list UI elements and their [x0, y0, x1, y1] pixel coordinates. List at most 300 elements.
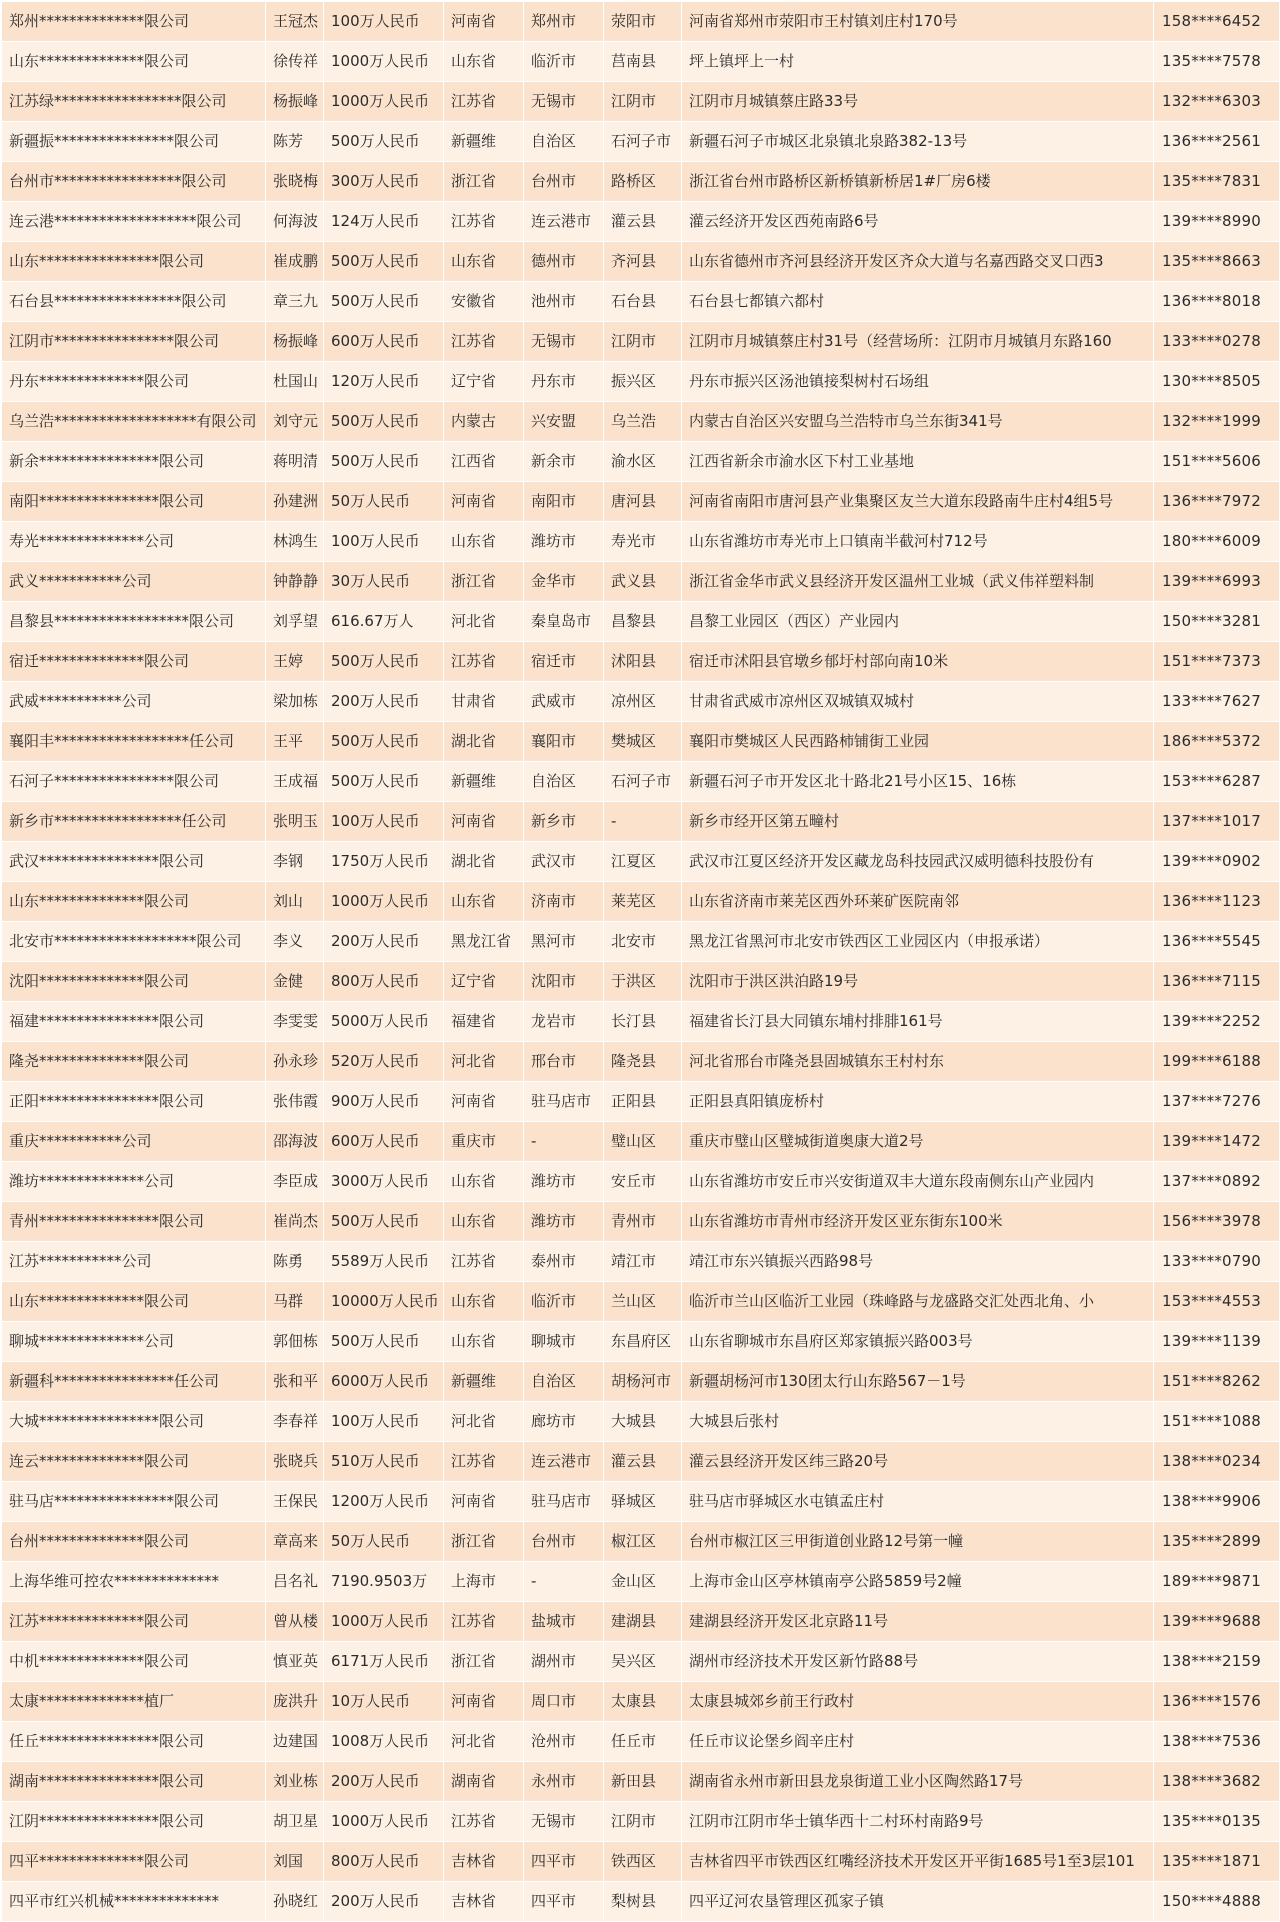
city-cell: 连云港市 [524, 202, 604, 242]
phone-cell: 189****9871 [1154, 1562, 1280, 1602]
registered-capital-cell: 1200万人民币 [324, 1482, 444, 1522]
address-cell: 内蒙古自治区兴安盟乌兰浩特市乌兰东街341号 [682, 402, 1154, 442]
company-name-cell: 宿迁**************限公司 [2, 642, 266, 682]
phone-cell: 135****7578 [1154, 42, 1280, 82]
district-cell: 寿光市 [604, 522, 682, 562]
registered-capital-cell: 7190.9503万 [324, 1562, 444, 1602]
company-name-cell: 南阳****************限公司 [2, 482, 266, 522]
registered-capital-cell: 900万人民币 [324, 1082, 444, 1122]
company-name-cell: 台州**************限公司 [2, 1522, 266, 1562]
address-cell: 湖南省永州市新田县龙泉街道工业小区陶然路17号 [682, 1762, 1154, 1802]
legal-person-cell: 张晓梅 [266, 162, 324, 202]
province-cell: 河北省 [444, 1722, 524, 1762]
district-cell: 灌云县 [604, 202, 682, 242]
table-row [2, 1762, 1280, 1802]
district-cell: 江阴市 [604, 82, 682, 122]
address-cell: 上海市金山区亭林镇南亭公路5859号2幢 [682, 1562, 1154, 1602]
city-cell: 无锡市 [524, 82, 604, 122]
district-cell: 樊城区 [604, 722, 682, 762]
address-cell: 山东省德州市齐河县经济开发区齐众大道与名嘉西路交叉口西3 [682, 242, 1154, 282]
registered-capital-cell: 600万人民币 [324, 1122, 444, 1162]
district-cell: - [604, 802, 682, 842]
company-name-cell: 四平市红兴机械************** [2, 1882, 266, 1922]
table-row [2, 962, 1280, 1002]
district-cell: 胡杨河市 [604, 1362, 682, 1402]
phone-cell: 139****6993 [1154, 562, 1280, 602]
city-cell: 连云港市 [524, 1442, 604, 1482]
company-name-cell: 郑州**************限公司 [2, 2, 266, 42]
address-cell: 灌云县经济开发区纬三路20号 [682, 1442, 1154, 1482]
table-row [2, 1842, 1280, 1882]
district-cell: 江夏区 [604, 842, 682, 882]
legal-person-cell: 王冠杰 [266, 2, 324, 42]
table-row [2, 42, 1280, 82]
address-cell: 昌黎工业园区（西区）产业园内 [682, 602, 1154, 642]
registered-capital-cell: 1000万人民币 [324, 82, 444, 122]
legal-person-cell: 崔成鹏 [266, 242, 324, 282]
table-row [2, 562, 1280, 602]
table-row [2, 482, 1280, 522]
district-cell: 靖江市 [604, 1242, 682, 1282]
table-row [2, 122, 1280, 162]
district-cell: 梨树县 [604, 1882, 682, 1922]
table-row [2, 1402, 1280, 1442]
table-row [2, 1642, 1280, 1682]
district-cell: 沭阳县 [604, 642, 682, 682]
phone-cell: 139****8990 [1154, 202, 1280, 242]
city-cell: 新乡市 [524, 802, 604, 842]
table-row [2, 842, 1280, 882]
phone-cell: 136****7972 [1154, 482, 1280, 522]
legal-person-cell: 马群 [266, 1282, 324, 1322]
phone-cell: 158****6452 [1154, 2, 1280, 42]
company-name-cell: 上海华维可控农************** [2, 1562, 266, 1602]
address-cell: 任丘市议论堡乡阎辛庄村 [682, 1722, 1154, 1762]
legal-person-cell: 邵海波 [266, 1122, 324, 1162]
address-cell: 山东省潍坊市寿光市上口镇南半截河村712号 [682, 522, 1154, 562]
company-name-cell: 青州****************限公司 [2, 1202, 266, 1242]
legal-person-cell: 章高来 [266, 1522, 324, 1562]
phone-cell: 139****0902 [1154, 842, 1280, 882]
province-cell: 辽宁省 [444, 962, 524, 1002]
phone-cell: 153****4553 [1154, 1282, 1280, 1322]
company-name-cell: 丹东**************限公司 [2, 362, 266, 402]
company-name-cell: 武汉****************限公司 [2, 842, 266, 882]
address-cell: 吉林省四平市铁西区红嘴经济技术开发区开平街1685号1至3层101 [682, 1842, 1154, 1882]
district-cell: 莱芜区 [604, 882, 682, 922]
company-name-cell: 新疆科****************任公司 [2, 1362, 266, 1402]
district-cell: 凉州区 [604, 682, 682, 722]
district-cell: 石河子市 [604, 762, 682, 802]
company-name-cell: 石台县*****************限公司 [2, 282, 266, 322]
registered-capital-cell: 1000万人民币 [324, 882, 444, 922]
phone-cell: 135****1871 [1154, 1842, 1280, 1882]
district-cell: 唐河县 [604, 482, 682, 522]
address-cell: 太康县城郊乡前王行政村 [682, 1682, 1154, 1722]
legal-person-cell: 李臣成 [266, 1162, 324, 1202]
registered-capital-cell: 1750万人民币 [324, 842, 444, 882]
legal-person-cell: 章三九 [266, 282, 324, 322]
table-row [2, 1682, 1280, 1722]
company-name-cell: 聊城**************公司 [2, 1322, 266, 1362]
company-name-cell: 江阴****************限公司 [2, 1802, 266, 1842]
registered-capital-cell: 30万人民币 [324, 562, 444, 602]
registered-capital-cell: 500万人民币 [324, 1202, 444, 1242]
phone-cell: 133****0278 [1154, 322, 1280, 362]
city-cell: 台州市 [524, 1522, 604, 1562]
city-cell: 潍坊市 [524, 1162, 604, 1202]
district-cell: 兰山区 [604, 1282, 682, 1322]
address-cell: 靖江市东兴镇振兴西路98号 [682, 1242, 1154, 1282]
province-cell: 江苏省 [444, 202, 524, 242]
province-cell: 江苏省 [444, 82, 524, 122]
table-row [2, 1162, 1280, 1202]
company-name-cell: 武威***********公司 [2, 682, 266, 722]
phone-cell: 151****7373 [1154, 642, 1280, 682]
district-cell: 金山区 [604, 1562, 682, 1602]
address-cell: 台州市椒江区三甲街道创业路12号第一幢 [682, 1522, 1154, 1562]
province-cell: 山东省 [444, 1322, 524, 1362]
table-row [2, 602, 1280, 642]
city-cell: 武汉市 [524, 842, 604, 882]
registered-capital-cell: 200万人民币 [324, 922, 444, 962]
district-cell: 新田县 [604, 1762, 682, 1802]
address-cell: 山东省聊城市东昌府区郑家镇振兴路003号 [682, 1322, 1154, 1362]
company-name-cell: 重庆***********公司 [2, 1122, 266, 1162]
phone-cell: 138****9906 [1154, 1482, 1280, 1522]
legal-person-cell: 孙晓红 [266, 1882, 324, 1922]
province-cell: 江苏省 [444, 1802, 524, 1842]
address-cell: 江西省新余市渝水区下村工业基地 [682, 442, 1154, 482]
legal-person-cell: 张晓兵 [266, 1442, 324, 1482]
province-cell: 山东省 [444, 882, 524, 922]
company-name-cell: 隆尧**************限公司 [2, 1042, 266, 1082]
phone-cell: 132****1999 [1154, 402, 1280, 442]
registered-capital-cell: 500万人民币 [324, 722, 444, 762]
table-row [2, 362, 1280, 402]
registered-capital-cell: 50万人民币 [324, 482, 444, 522]
registered-capital-cell: 100万人民币 [324, 1402, 444, 1442]
company-name-cell: 石河子****************限公司 [2, 762, 266, 802]
table-row [2, 1202, 1280, 1242]
city-cell: 四平市 [524, 1842, 604, 1882]
phone-cell: 138****0234 [1154, 1442, 1280, 1482]
company-name-cell: 驻马店****************限公司 [2, 1482, 266, 1522]
province-cell: 河南省 [444, 1682, 524, 1722]
address-cell: 新疆胡杨河市130团太行山东路567－1号 [682, 1362, 1154, 1402]
address-cell: 襄阳市樊城区人民西路柿铺街工业园 [682, 722, 1154, 762]
district-cell: 大城县 [604, 1402, 682, 1442]
company-name-cell: 襄阳丰******************任公司 [2, 722, 266, 762]
registered-capital-cell: 200万人民币 [324, 1762, 444, 1802]
province-cell: 江西省 [444, 442, 524, 482]
city-cell: 南阳市 [524, 482, 604, 522]
city-cell: 驻马店市 [524, 1482, 604, 1522]
address-cell: 武汉市江夏区经济开发区藏龙岛科技园武汉威明德科技股份有 [682, 842, 1154, 882]
registered-capital-cell: 300万人民币 [324, 162, 444, 202]
address-cell: 正阳县真阳镇庞桥村 [682, 1082, 1154, 1122]
district-cell: 武义县 [604, 562, 682, 602]
company-name-cell: 江苏绿*****************限公司 [2, 82, 266, 122]
province-cell: 新疆维 [444, 1362, 524, 1402]
table-row [2, 922, 1280, 962]
city-cell: - [524, 1122, 604, 1162]
district-cell: 正阳县 [604, 1082, 682, 1122]
registered-capital-cell: 500万人民币 [324, 242, 444, 282]
address-cell: 江阴市月城镇蔡庄路33号 [682, 82, 1154, 122]
district-cell: 江阴市 [604, 322, 682, 362]
city-cell: 郑州市 [524, 2, 604, 42]
district-cell: 驿城区 [604, 1482, 682, 1522]
company-name-cell: 乌兰浩*******************有限公司 [2, 402, 266, 442]
legal-person-cell: 陈勇 [266, 1242, 324, 1282]
phone-cell: 136****2561 [1154, 122, 1280, 162]
phone-cell: 139****9688 [1154, 1602, 1280, 1642]
address-cell: 湖州市经济技术开发区新竹路88号 [682, 1642, 1154, 1682]
legal-person-cell: 慎亚英 [266, 1642, 324, 1682]
legal-person-cell: 郭佃栋 [266, 1322, 324, 1362]
address-cell: 四平辽河农垦管理区孤家子镇 [682, 1882, 1154, 1922]
company-name-cell: 湖南****************限公司 [2, 1762, 266, 1802]
province-cell: 江苏省 [444, 642, 524, 682]
registered-capital-cell: 200万人民币 [324, 682, 444, 722]
province-cell: 河南省 [444, 1482, 524, 1522]
province-cell: 浙江省 [444, 162, 524, 202]
legal-person-cell: 杨振峰 [266, 322, 324, 362]
registered-capital-cell: 6000万人民币 [324, 1362, 444, 1402]
address-cell: 江阴市江阴市华士镇华西十二村环村南路9号 [682, 1802, 1154, 1842]
city-cell: 宿迁市 [524, 642, 604, 682]
district-cell: 椒江区 [604, 1522, 682, 1562]
city-cell: 邢台市 [524, 1042, 604, 1082]
province-cell: 江苏省 [444, 1442, 524, 1482]
province-cell: 辽宁省 [444, 362, 524, 402]
province-cell: 甘肃省 [444, 682, 524, 722]
company-name-cell: 武义***********公司 [2, 562, 266, 602]
company-name-cell: 江苏***********公司 [2, 1242, 266, 1282]
province-cell: 浙江省 [444, 1642, 524, 1682]
registered-capital-cell: 520万人民币 [324, 1042, 444, 1082]
city-cell: 湖州市 [524, 1642, 604, 1682]
city-cell: 临沂市 [524, 42, 604, 82]
province-cell: 山东省 [444, 242, 524, 282]
address-cell: 新疆石河子市城区北泉镇北泉路382-13号 [682, 122, 1154, 162]
phone-cell: 139****1139 [1154, 1322, 1280, 1362]
city-cell: 沈阳市 [524, 962, 604, 1002]
city-cell: 廊坊市 [524, 1402, 604, 1442]
table-row [2, 682, 1280, 722]
table-row [2, 1282, 1280, 1322]
registered-capital-cell: 124万人民币 [324, 202, 444, 242]
legal-person-cell: 边建国 [266, 1722, 324, 1762]
registered-capital-cell: 500万人民币 [324, 1322, 444, 1362]
district-cell: 长汀县 [604, 1002, 682, 1042]
city-cell: 襄阳市 [524, 722, 604, 762]
city-cell: 沧州市 [524, 1722, 604, 1762]
address-cell: 福建省长汀县大同镇东埔村排腓161号 [682, 1002, 1154, 1042]
province-cell: 山东省 [444, 1202, 524, 1242]
company-name-cell: 寿光**************公司 [2, 522, 266, 562]
city-cell: 台州市 [524, 162, 604, 202]
district-cell: 渝水区 [604, 442, 682, 482]
city-cell: 四平市 [524, 1882, 604, 1922]
district-cell: 东昌府区 [604, 1322, 682, 1362]
province-cell: 河南省 [444, 1082, 524, 1122]
phone-cell: 137****0892 [1154, 1162, 1280, 1202]
table-row [2, 1802, 1280, 1842]
province-cell: 新疆维 [444, 762, 524, 802]
address-cell: 黑龙江省黑河市北安市铁西区工业园区内（申报承诺） [682, 922, 1154, 962]
phone-cell: 151****8262 [1154, 1362, 1280, 1402]
table-row [2, 1362, 1280, 1402]
registered-capital-cell: 600万人民币 [324, 322, 444, 362]
company-name-cell: 连云**************限公司 [2, 1442, 266, 1482]
company-name-cell: 新乡市*****************任公司 [2, 802, 266, 842]
district-cell: 振兴区 [604, 362, 682, 402]
city-cell: 盐城市 [524, 1602, 604, 1642]
phone-cell: 139****2252 [1154, 1002, 1280, 1042]
registered-capital-cell: 10000万人民币 [324, 1282, 444, 1322]
table-row [2, 1122, 1280, 1162]
legal-person-cell: 李春祥 [266, 1402, 324, 1442]
province-cell: 吉林省 [444, 1882, 524, 1922]
district-cell: 隆尧县 [604, 1042, 682, 1082]
phone-cell: 138****2159 [1154, 1642, 1280, 1682]
company-name-cell: 山东**************限公司 [2, 882, 266, 922]
address-cell: 河南省南阳市唐河县产业集聚区友兰大道东段路南牛庄村4组5号 [682, 482, 1154, 522]
legal-person-cell: 刘国 [266, 1842, 324, 1882]
phone-cell: 132****6303 [1154, 82, 1280, 122]
phone-cell: 138****7536 [1154, 1722, 1280, 1762]
district-cell: 齐河县 [604, 242, 682, 282]
legal-person-cell: 王成福 [266, 762, 324, 802]
city-cell: 武威市 [524, 682, 604, 722]
province-cell: 重庆市 [444, 1122, 524, 1162]
company-name-cell: 新余****************限公司 [2, 442, 266, 482]
address-cell: 丹东市振兴区汤池镇接梨树村石场组 [682, 362, 1154, 402]
table-row [2, 322, 1280, 362]
city-cell: 聊城市 [524, 1322, 604, 1362]
province-cell: 江苏省 [444, 1242, 524, 1282]
city-cell: 无锡市 [524, 322, 604, 362]
registered-capital-cell: 500万人民币 [324, 642, 444, 682]
phone-cell: 133****0790 [1154, 1242, 1280, 1282]
registered-capital-cell: 510万人民币 [324, 1442, 444, 1482]
registered-capital-cell: 1008万人民币 [324, 1722, 444, 1762]
company-table-body [2, 2, 1280, 1922]
address-cell: 灌云经济开发区西苑南路6号 [682, 202, 1154, 242]
province-cell: 山东省 [444, 42, 524, 82]
city-cell: - [524, 1562, 604, 1602]
company-name-cell: 任丘****************限公司 [2, 1722, 266, 1762]
phone-cell: 150****3281 [1154, 602, 1280, 642]
legal-person-cell: 李雯雯 [266, 1002, 324, 1042]
phone-cell: 150****4888 [1154, 1882, 1280, 1922]
phone-cell: 136****5545 [1154, 922, 1280, 962]
address-cell: 山东省潍坊市青州市经济开发区亚东街东100米 [682, 1202, 1154, 1242]
legal-person-cell: 刘守元 [266, 402, 324, 442]
legal-person-cell: 钟静静 [266, 562, 324, 602]
district-cell: 吴兴区 [604, 1642, 682, 1682]
city-cell: 自治区 [524, 1362, 604, 1402]
company-table [1, 1, 1280, 1922]
legal-person-cell: 金健 [266, 962, 324, 1002]
phone-cell: 137****1017 [1154, 802, 1280, 842]
city-cell: 泰州市 [524, 1242, 604, 1282]
province-cell: 河南省 [444, 2, 524, 42]
district-cell: 昌黎县 [604, 602, 682, 642]
company-name-cell: 太康**************植厂 [2, 1682, 266, 1722]
phone-cell: 130****8505 [1154, 362, 1280, 402]
registered-capital-cell: 5000万人民币 [324, 1002, 444, 1042]
table-row [2, 1002, 1280, 1042]
company-name-cell: 新疆振****************限公司 [2, 122, 266, 162]
city-cell: 周口市 [524, 1682, 604, 1722]
address-cell: 浙江省金华市武义县经济开发区温州工业城（武义伟祥塑料制 [682, 562, 1154, 602]
province-cell: 河北省 [444, 1402, 524, 1442]
registered-capital-cell: 1000万人民币 [324, 1602, 444, 1642]
district-cell: 莒南县 [604, 42, 682, 82]
city-cell: 池州市 [524, 282, 604, 322]
district-cell: 建湖县 [604, 1602, 682, 1642]
address-cell: 新乡市经开区第五疃村 [682, 802, 1154, 842]
table-row [2, 642, 1280, 682]
legal-person-cell: 徐传祥 [266, 42, 324, 82]
province-cell: 江苏省 [444, 322, 524, 362]
table-row [2, 1602, 1280, 1642]
city-cell: 潍坊市 [524, 1202, 604, 1242]
legal-person-cell: 林鸿生 [266, 522, 324, 562]
province-cell: 江苏省 [444, 1602, 524, 1642]
address-cell: 山东省济南市莱芜区西外环莱矿医院南邻 [682, 882, 1154, 922]
address-cell: 甘肃省武威市凉州区双城镇双城村 [682, 682, 1154, 722]
legal-person-cell: 杨振峰 [266, 82, 324, 122]
address-cell: 大城县后张村 [682, 1402, 1154, 1442]
table-row [2, 1522, 1280, 1562]
province-cell: 山东省 [444, 1282, 524, 1322]
registered-capital-cell: 500万人民币 [324, 442, 444, 482]
phone-cell: 136****1123 [1154, 882, 1280, 922]
province-cell: 上海市 [444, 1562, 524, 1602]
phone-cell: 136****8018 [1154, 282, 1280, 322]
registered-capital-cell: 500万人民币 [324, 122, 444, 162]
table-row [2, 442, 1280, 482]
company-name-cell: 连云港*******************限公司 [2, 202, 266, 242]
table-row [2, 762, 1280, 802]
district-cell: 于洪区 [604, 962, 682, 1002]
district-cell: 乌兰浩 [604, 402, 682, 442]
city-cell: 丹东市 [524, 362, 604, 402]
registered-capital-cell: 3000万人民币 [324, 1162, 444, 1202]
company-name-cell: 山东**************限公司 [2, 42, 266, 82]
province-cell: 黑龙江省 [444, 922, 524, 962]
company-name-cell: 沈阳**************限公司 [2, 962, 266, 1002]
city-cell: 新余市 [524, 442, 604, 482]
legal-person-cell: 张明玉 [266, 802, 324, 842]
province-cell: 安徽省 [444, 282, 524, 322]
table-row [2, 242, 1280, 282]
company-name-cell: 江阴市****************限公司 [2, 322, 266, 362]
province-cell: 浙江省 [444, 1522, 524, 1562]
province-cell: 湖北省 [444, 842, 524, 882]
address-cell: 重庆市璧山区璧城街道奥康大道2号 [682, 1122, 1154, 1162]
district-cell: 北安市 [604, 922, 682, 962]
company-name-cell: 中机**************限公司 [2, 1642, 266, 1682]
legal-person-cell: 王婷 [266, 642, 324, 682]
phone-cell: 199****6188 [1154, 1042, 1280, 1082]
district-cell: 任丘市 [604, 1722, 682, 1762]
address-cell: 浙江省台州市路桥区新桥镇新桥居1#厂房6楼 [682, 162, 1154, 202]
